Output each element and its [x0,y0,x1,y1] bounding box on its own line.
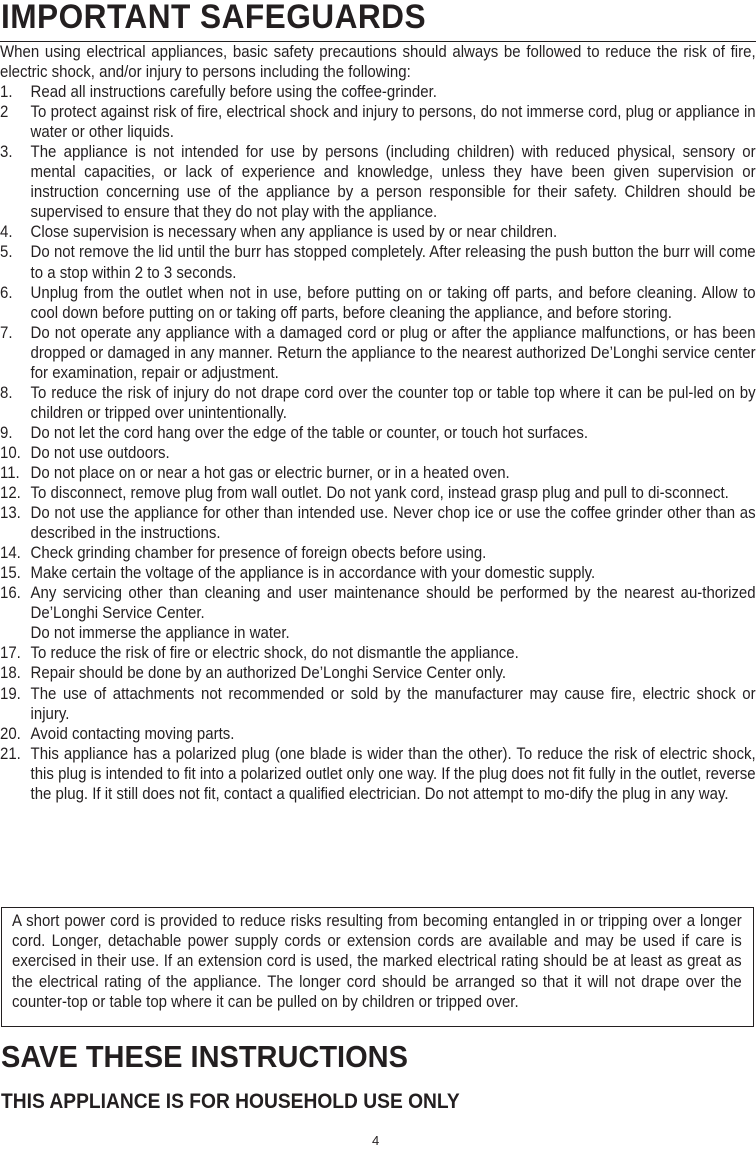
safeguard-text: To disconnect, remove plug from wall outlet. Do not yank cord, instead grasp plug and pull to di-sconnect. [30,484,729,503]
safeguard-item [0,643,756,663]
safeguard-text: Read all instructions carefully before using the coffee-grinder. [30,83,437,102]
safeguard-item [0,383,756,423]
safeguards-body [0,42,756,804]
save-instructions-heading: SAVE THESE INSTRUCTIONS [1,1039,408,1074]
power-cord-notice-box [1,907,754,1027]
safeguard-item [0,283,756,323]
safeguard-text: Do not remove the lid until the burr has stopped completely. After releasing the push button the burr will come to a stop within 2 to 3 seconds. [30,243,756,282]
safeguard-text: Repair should be done by an authorized De’Longhi Service Center only. [30,664,507,683]
safeguard-item [0,583,756,643]
safeguard-text: The appliance is not intended for use by persons (including children) with reduced physical, sensory or mental capacities, or lack of experience and knowledge, unless they have been given supervision or instruction concerning use of the appliance by a person responsible for their safety. Children should be supervised to ensure that they do not play with the appliance. [30,143,756,222]
safeguard-text: Do not use the appliance for other than intended use. Never chop ice or use the coffee grinder other than as described in the instructions. [30,504,756,543]
safeguard-text: Avoid contacting moving parts. [30,724,235,743]
safeguard-text: Do not operate any appliance with a damaged cord or plug or after the appliance malfunctions, or has been dropped or damaged in any manner. Return the appliance to the nearest authorized De’Longhi service center for examination, repair or adjustment. [30,323,756,382]
safeguard-text: To reduce the risk of fire or electric shock, do not dismantle the appliance. [30,644,519,663]
safeguard-number: 20. [0,724,21,743]
safeguard-number: 1. [0,83,13,102]
safeguard-number: 7. [0,323,13,342]
safeguard-number: 3. [0,143,13,162]
safeguard-number: 17. [0,644,21,663]
page-title: IMPORTANT SAFEGUARDS [1,0,427,36]
safeguard-number: 12. [0,484,21,503]
safeguard-text: Close supervision is necessary when any appliance is used by or near children. [30,223,558,242]
safeguard-item [0,724,756,744]
safeguard-number: 21. [0,744,21,763]
safeguard-number: 14. [0,544,21,563]
safeguard-text: Unplug from the outlet when not in use, before putting on or taking off parts, and before cleaning. Allow to cool down before putting on or taking off parts, before cleaning the appliance, and before storing. [30,283,756,322]
safeguard-number: 13. [0,504,21,523]
safeguard-item [0,483,756,503]
safeguard-number: 18. [0,664,21,683]
safeguard-item [0,563,756,583]
power-cord-notice-text: A short power cord is provided to reduce risks resulting from becoming entangled in or tripping over a longer cord. Longer, detachable power supply cords or extension cords are available and may be used if care is exercised in their use. If an extension cord is used, the marked electrical rating should be at least as great as the electrical rating of the appliance. The longer cord should be arranged so that it will not drape over the counter-top or table top where it can be pulled on by children or tripped over. [12,912,742,1011]
safeguards-list [0,82,756,804]
safeguard-text: Do not use outdoors. [30,443,170,462]
safeguard-item [0,242,756,282]
safeguard-number: 16. [0,584,21,603]
safeguard-text: Make certain the voltage of the appliance is in accordance with your domestic supply. [30,564,596,583]
safeguard-number: 5. [0,243,13,262]
safeguard-number: 9. [0,423,13,442]
safeguard-item [0,663,756,683]
safeguard-text: To protect against risk of fire, electrical shock and injury to persons, do not immerse cord, plug or appliance in water or other liquids. [30,103,756,142]
safeguard-text: To reduce the risk of injury do not drape cord over the counter top or table top where it can be pul-led on by children or tripped over unintentionally. [30,383,756,422]
safeguard-item [0,102,756,142]
safeguard-text: This appliance has a polarized plug (one blade is wider than the other). To reduce the risk of electric shock, this plug is intended to fit into a polarized outlet only one way. If the plug does not fit fully in the outlet, reverse the plug. If it still does not fit, contact a qualified electrician. Do not attempt to mo-dify the plug in any way. [30,744,756,803]
safeguard-number: 10. [0,443,21,462]
page-number: 4 [372,1133,380,1148]
safeguard-text: Do not place on or near a hot gas or electric burner, or in a heated oven. [30,463,510,482]
safeguard-number: 6. [0,283,13,302]
safeguard-number: 2 [0,103,9,122]
safeguard-item [0,543,756,563]
safeguard-item [0,684,756,724]
safeguard-number: 11. [0,463,20,482]
safeguard-number: 19. [0,684,21,703]
safeguard-text: The use of attachments not recommended or sold by the manufacturer may cause fire, electric shock or injury. [30,684,756,723]
safeguard-text: Do not immerse the appliance in water. [30,624,290,643]
intro-paragraph: When using electrical appliances, basic safety precautions should always be followed to reduce the risk of fire, electric shock, and/or injury to persons including the following: [0,43,756,82]
safeguard-item [0,744,756,804]
safeguard-number: 15. [0,564,21,583]
safeguard-number: 8. [0,383,13,402]
safeguard-item [0,82,756,102]
safeguard-text: Do not let the cord hang over the edge of the table or counter, or touch hot surfaces. [30,423,589,442]
household-use-heading: THIS APPLIANCE IS FOR HOUSEHOLD USE ONLY [1,1090,460,1113]
safeguard-text: Check grinding chamber for presence of foreign obects before using. [30,544,487,563]
safeguard-item [0,142,756,222]
safeguard-item [0,222,756,242]
safeguard-item [0,443,756,463]
safeguard-item [0,323,756,383]
safeguard-text: Any servicing other than cleaning and user maintenance should be performed by the nearest au-thorized De’Longhi Service Center. [30,584,756,623]
safeguard-item [0,503,756,543]
safeguard-item [0,423,756,443]
safeguard-item [0,463,756,483]
safeguard-number: 4. [0,223,13,242]
